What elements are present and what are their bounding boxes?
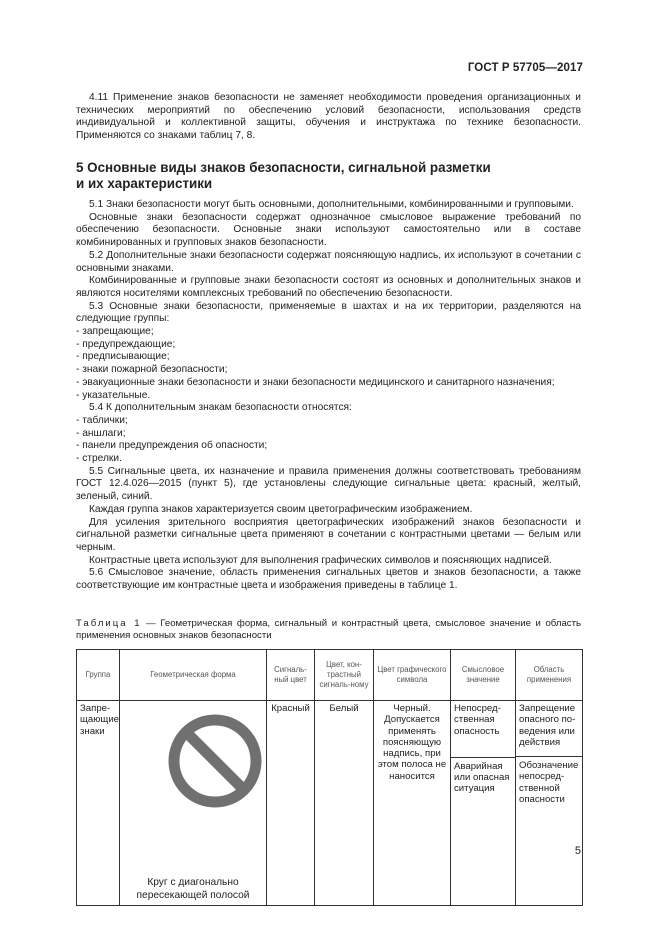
cell-group: Запре-щающие знаки — [77, 701, 120, 906]
paragraph-5-6: 5.6 Смысловое значение, область применения сигнальных цветов и знаков безопасности, а также соответствующие им контрастные цвета и изображения приведены в таблице 1. — [76, 567, 581, 592]
list-item: - панели предупреждения об опасности; — [76, 440, 268, 452]
section-5-heading — [76, 160, 581, 192]
list-item: - предупреждающие; — [76, 338, 176, 350]
section-5-title-line1: 5 Основные виды знаков безопасности, сигнальной разметки — [76, 160, 491, 175]
header-cell-shape: Геометрическая форма — [120, 650, 267, 701]
cell-shape — [120, 701, 267, 906]
paragraph-4-11-text: 4.11 Применение знаков безопасности не заменяет необходимости проведения организационных и технических мероприятий по обеспечению условий безопасности, использования средств индивидуальной и коллективной защиты, обучения и инструктажа по технике безопасности. Применяются со знаками таблиц 7, 8. — [76, 92, 581, 142]
paragraph-each-group: Каждая группа знаков характеризуется своим цветографическим изображением. — [89, 503, 473, 515]
shape-caption — [120, 876, 266, 902]
list-item: - предписывающие; — [76, 351, 170, 363]
paragraph-4-11 — [76, 92, 581, 143]
paragraph-5-4: 5.4 К дополнительным знакам безопасности относятся: — [89, 402, 352, 414]
paragraph-5-1: 5.1 Знаки безопасности могут быть основными, дополнительными, комбинированными и групповыми. — [89, 199, 574, 210]
page-number: 5 — [574, 845, 581, 857]
header-cell-symbol-color: Цвет графического символа — [374, 650, 451, 701]
shape-caption-line2: пересекающей полосой — [136, 890, 250, 901]
table-header-row — [77, 650, 583, 701]
header-cell-group: Группа — [77, 650, 120, 701]
scope-secondary: Обозначение непосред-ственной опасности — [516, 756, 582, 805]
paragraph-5-2: 5.2 Дополнительные знаки безопасности содержат поясняющую надпись, их используют в сочетании с основными знаками. — [76, 249, 581, 274]
shape-caption-line1: Круг с диагонально — [147, 877, 239, 888]
list-item: - таблички; — [76, 414, 128, 426]
paragraph-contrast: Контрастные цвета используют для выполнения графических символов и поясняющих надписей. — [89, 554, 552, 566]
meaning-primary: Непосред-ственная опасность — [454, 703, 501, 737]
table-1 — [76, 649, 583, 906]
paragraph-5-3: 5.3 Основные знаки безопасности, применяемые в шахтах и на их территории, разделяются на следующие группы: — [76, 300, 581, 325]
cell-scope — [516, 701, 583, 906]
prohibition-circle-icon — [167, 713, 263, 809]
header-cell-scope: Область применения — [516, 650, 583, 701]
list-item: - указательные. — [76, 389, 151, 401]
list-item: - стрелки. — [76, 453, 122, 465]
section-5-title-line2: и их характеристики — [76, 176, 213, 191]
paragraph-enhance: Для усиления зрительного восприятия цветографических изображений знаков безопасности и сигнальной разметки сигнальные цвета применяют в сочетании с контрастными цветами — белым или черным. — [76, 516, 581, 553]
table-1-caption-text: — Геометрическая форма, сигнальный и контрастный цвета, смысловое значение и область применения основных знаков безопасности — [76, 618, 581, 641]
cell-symbol-color: Черный. Допускается применять поясняющую надпись, при этом полоса не наносится — [374, 701, 451, 906]
document-id-header: ГОСТ Р 57705—2017 — [467, 62, 583, 74]
cell-contrast-color: Белый — [315, 701, 374, 906]
meaning-secondary: Аварийная или опасная ситуация — [451, 757, 515, 795]
scope-primary: Запрещение опасного по-ведения или действия — [519, 703, 576, 748]
header-cell-signal-color: Сигналь-ный цвет — [267, 650, 315, 701]
list-item: - знаки пожарной безопасности; — [76, 364, 228, 376]
list-item: - аншлаги; — [76, 427, 126, 439]
paragraph-basic-signs: Основные знаки безопасности содержат однозначное смысловое выражение требований по обеспечению безопасности. Основные знаки используют самостоятельно или в составе комбинированных и групповых знаков безопасности. — [76, 211, 581, 249]
header-cell-meaning: Смысловое значение — [451, 650, 516, 701]
table-row — [77, 701, 583, 906]
paragraph-combined-signs: Комбинированные и групповые знаки безопасности состоят из основных и дополнительных знаков и являются носителями комплексных требований по обеспечению безопасности. — [76, 275, 581, 299]
list-item: - эвакуационные знаки безопасности и знаки безопасности медицинского и санитарного назначения; — [76, 376, 555, 388]
list-item: - запрещающие; — [76, 326, 154, 338]
table-1-caption — [76, 618, 581, 641]
section-5-body — [76, 199, 581, 593]
paragraph-5-5: 5.5 Сигнальные цвета, их назначение и правила применения должны соответствовать требованиям ГОСТ 12.4.026—2015 (пункт 5), где установлены следующие сигнальные цвета: красный, желтый, зеленый, синий. — [76, 465, 581, 503]
header-cell-contrast-color: Цвет, кон-трастный сигналь-ному — [315, 650, 374, 701]
cell-signal-color: Красный — [267, 701, 315, 906]
cell-meaning — [451, 701, 516, 906]
table-1-caption-label: Таблица 1 — [76, 618, 142, 629]
